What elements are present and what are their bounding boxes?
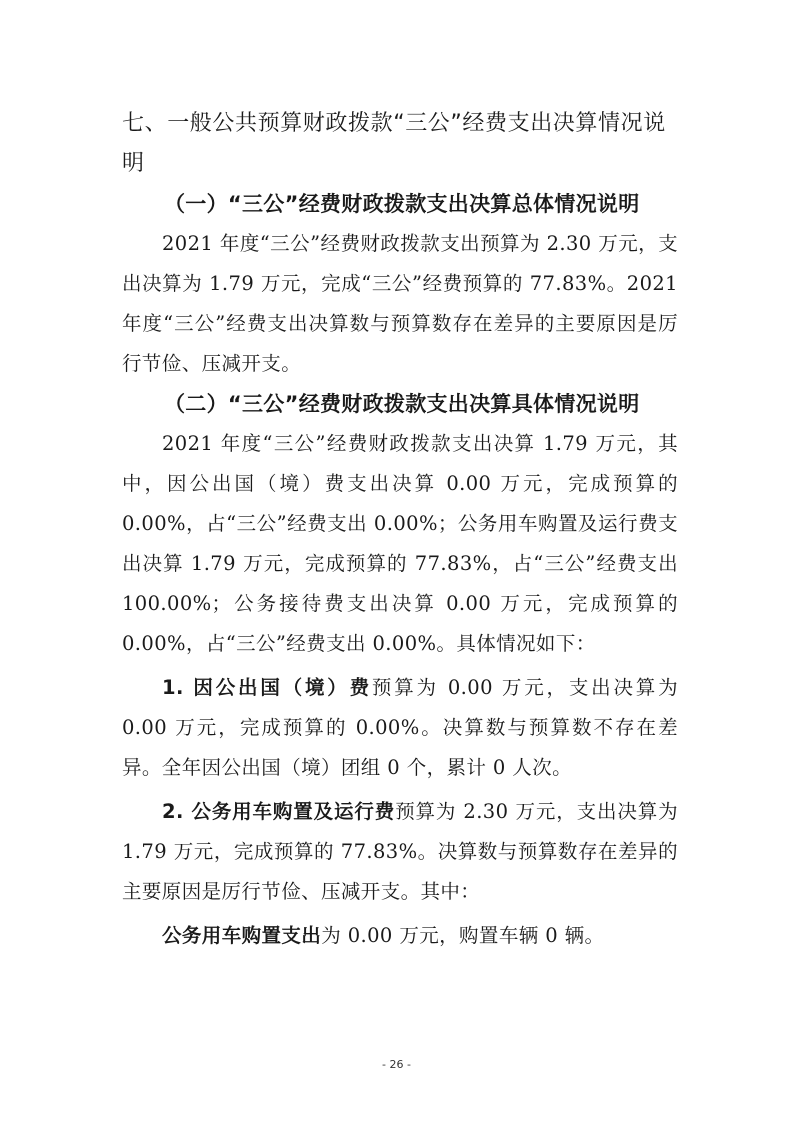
subsection-title-detail: （二）“三公”经费财政拨款支出决算具体情况说明 bbox=[164, 392, 640, 416]
item-overseas-travel bbox=[122, 668, 678, 788]
item-vehicle-purchase-label: 公务用车购置支出 bbox=[162, 924, 322, 947]
subsection-title-overall: （一）“三公”经费财政拨款支出决算总体情况说明 bbox=[164, 192, 640, 216]
item-vehicle-cost bbox=[122, 792, 678, 912]
paragraph-overall: 2021 年度“三公”经费财政拨款支出预算为 2.30 万元，支出决算为 1.79 万元，完成“三公”经费预算的 77.83%。2021 年度“三公”经费支出决算数与预算数存在差异的主要原因是厉行节俭、压减开支。 bbox=[122, 232, 678, 375]
item-vehicle-cost-text: 预算为 2.30 万元，支出决算为 1.79 万元，完成预算的 77.83%。决算数与预算数存在差异的主要原因是厉行节俭、压减开支。其中： bbox=[122, 800, 678, 903]
document-body bbox=[122, 104, 678, 956]
item-vehicle-cost-label: 2. 公务用车购置及运行费 bbox=[162, 800, 396, 823]
page-number: - 26 - bbox=[382, 1058, 411, 1071]
item-vehicle-purchase bbox=[122, 916, 678, 956]
section-heading: 七、一般公共预算财政拨款“三公”经费支出决算情况说明 bbox=[122, 111, 666, 176]
item-overseas-travel-text: 预算为 0.00 万元，支出决算为 0.00 万元，完成预算的 0.00%。决算数与预算数不存在差异。全年因公出国（境）团组 0 个，累计 0 人次。 bbox=[122, 676, 678, 779]
item-vehicle-purchase-text: 为 0.00 万元，购置车辆 0 辆。 bbox=[321, 924, 605, 947]
item-overseas-travel-label: 1. 因公出国（境）费 bbox=[162, 676, 372, 699]
paragraph-detail: 2021 年度“三公”经费财政拨款支出决算 1.79 万元，其中，因公出国（境）费支出决算 0.00 万元，完成预算的 0.00%，占“三公”经费支出 0.00%；公务用车购置及运行费支出决算 1.79 万元，完成预算的 77.83%，占“三公”经费支出 100.00%；公务接待费支出决算 0.00 万元，完成预算的 0.00%，占“三公”经费支出 0.00%。具体情况如下： bbox=[122, 432, 678, 655]
